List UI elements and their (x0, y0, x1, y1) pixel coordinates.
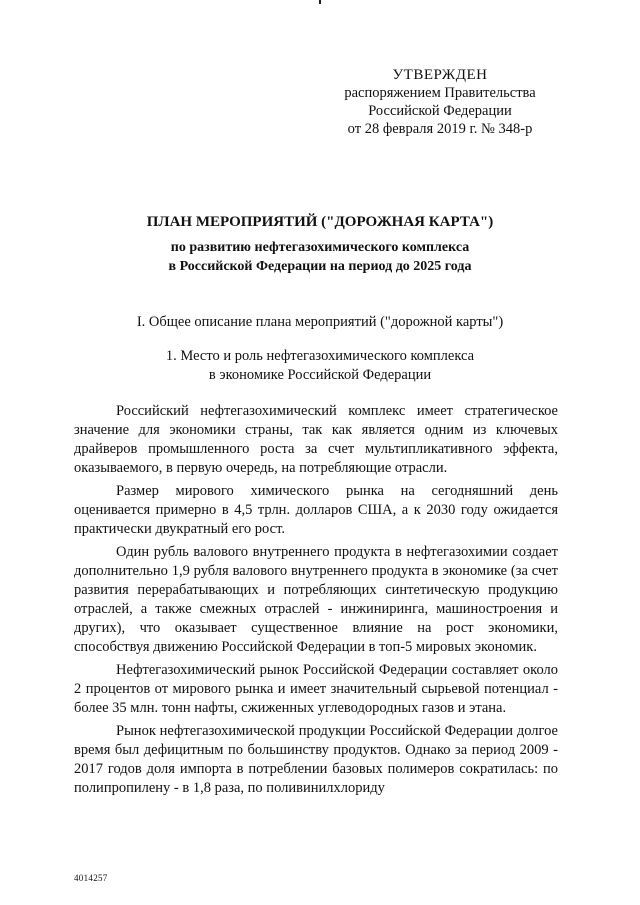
paragraph-2: Размер мирового химического рынка на сегодняшний день оценивается примерно в 4,5 трлн. долларов США, а к 2030 году ожидается практически двукратный его рост. (74, 483, 558, 537)
footer-code: 4014257 (74, 873, 108, 883)
document-subtitle-2: в Российской Федерации на период до 2025 года (168, 259, 472, 274)
paragraph-4: Нефтегазохимический рынок Российской Федерации составляет около 2 процентов от мирового рынка и имеет значительный сырьевой потенциал - более 35 млн. тонн нафты, сжиженных углеводородных газов и этана. (74, 662, 558, 716)
paragraph-1: Российский нефтегазохимический комплекс имеет стратегическое значение для экономики страны, так как является одним из ключевых драйверов промышленного роста за счет мультипликативного эффекта, оказываемого, в первую очередь, на потребляющие отрасли. (74, 403, 558, 476)
page-top-mark (319, 0, 321, 4)
paragraph-3: Один рубль валового внутреннего продукта в нефтегазохимии создает дополнительно 1,9 рубля валового внутреннего продукта в экономике (за счет развития перерабатывающих и потребляющих синтетическую продукцию отраслей, а также смежных отраслей - инжиниринга, машиностроения и других), что оказывает существенное влияние на рост экономики, способствуя движению Российской Федерации в топ-5 мировых экономик. (74, 544, 558, 655)
approval-line-1: распоряжением Правительства (344, 85, 536, 101)
subsection-heading-line-1: 1. Место и роль нефтегазохимического комплекса (165, 348, 475, 364)
document-title-block (60, 213, 580, 276)
approval-line-2: Российской Федерации (368, 103, 512, 119)
document-title: ПЛАН МЕРОПРИЯТИЙ ("ДОРОЖНАЯ КАРТА") (146, 214, 494, 230)
section-heading: I. Общее описание плана мероприятий ("дорожной карты") (136, 314, 504, 330)
subsection-heading-line-2: в экономике Российской Федерации (208, 367, 432, 383)
document-subtitle-1: по развитию нефтегазохимического комплекса (170, 240, 470, 255)
paragraph-5: Рынок нефтегазохимической продукции Российской Федерации долгое время был дефицитным по большинству продуктов. Однако за период 2009 - 2017 годов доля импорта в потреблении базовых полимеров сократилась: по полипропилену - в 1,8 раза, по поливинилхлориду (74, 723, 558, 796)
approval-approved: УТВЕРЖДЕН (392, 67, 488, 83)
approval-block (330, 66, 550, 138)
approval-line-3: от 28 февраля 2019 г. № 348-р (347, 121, 533, 137)
body-text (74, 402, 558, 802)
subsection-heading (60, 347, 580, 385)
